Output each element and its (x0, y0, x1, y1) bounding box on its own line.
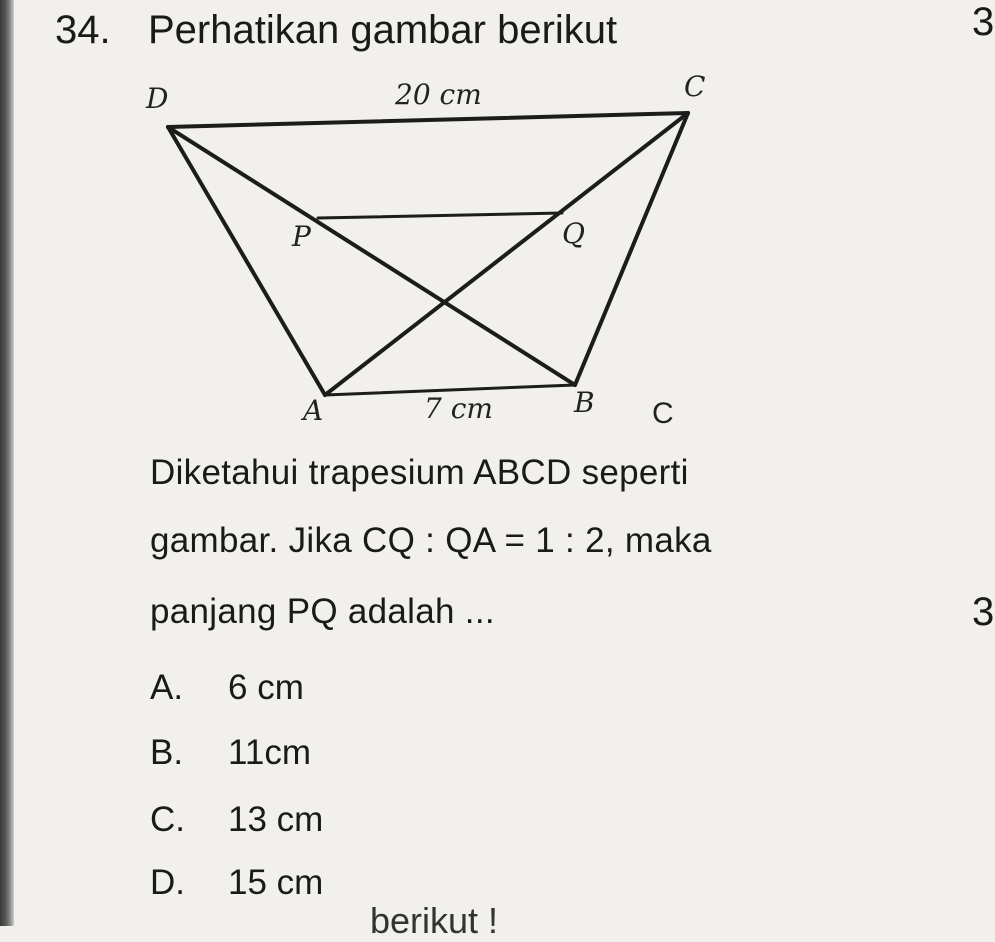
option-b-text: 11cm (228, 733, 311, 772)
diagonal-db (168, 127, 575, 385)
option-c-text: 13 cm (228, 800, 324, 839)
corner-page-mark: 3 (972, 0, 995, 44)
body-line-3: panjang PQ adalah ... (150, 592, 495, 631)
label-q: Q (562, 217, 585, 250)
trapezoid-figure (0, 0, 995, 440)
option-c[interactable] (150, 800, 323, 840)
option-d-letter: D. (150, 863, 185, 902)
option-b-letter: B. (150, 733, 184, 772)
label-c: C (684, 70, 706, 103)
body-line-2: gambar. Jika CQ : QA = 1 : 2, maka (150, 521, 712, 560)
cut-off-next-line: berikut ! (370, 900, 499, 941)
option-b[interactable] (150, 733, 311, 773)
label-b: B (574, 386, 595, 419)
body-line-1: Diketahui trapesium ABCD seperti (150, 453, 689, 492)
segment-pq (318, 213, 562, 218)
label-p: P (292, 220, 311, 253)
label-bottom-length: 7 cm (424, 392, 493, 425)
label-d: D (146, 82, 169, 115)
stray-label-c: C (652, 397, 674, 430)
option-d[interactable] (150, 863, 323, 903)
option-a[interactable] (150, 668, 304, 708)
label-a: A (303, 394, 324, 427)
label-top-length: 20 cm (395, 78, 482, 111)
question-title: Perhatikan gambar berikut (148, 8, 618, 52)
corner-page-mark-lower: 3 (972, 590, 995, 634)
side-dc (168, 113, 688, 127)
diagonal-ca (325, 113, 688, 395)
option-d-text: 15 cm (228, 863, 324, 902)
option-a-text: 6 cm (228, 668, 304, 707)
option-a-letter: A. (150, 668, 184, 707)
option-c-letter: C. (150, 800, 185, 839)
side-da (168, 127, 325, 395)
side-cb (575, 113, 688, 385)
question-number: 34. (55, 8, 111, 52)
